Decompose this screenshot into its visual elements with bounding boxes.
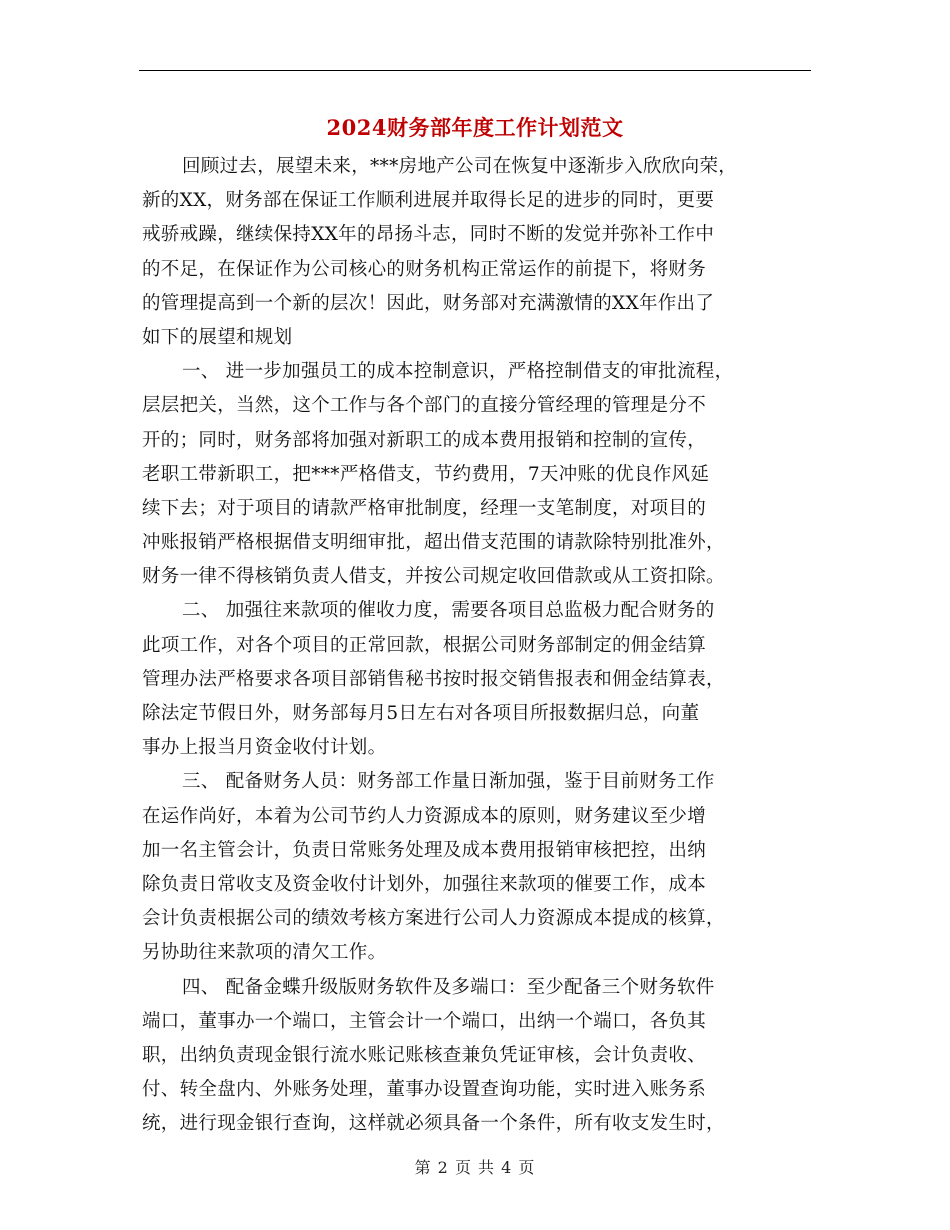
text-line: 一、 进一步加强员工的成本控制意识，严格控制借支的审批流程， [182,361,734,383]
text-line: 付、转全盘内、外账务处理，董事办设置查询功能，实时进入账务系 [142,1079,707,1101]
text-line: 二、 加强往来款项的催收力度，需要各项目总监极力配合财务的 [182,600,715,622]
text-line: 老职工带新职工，把***严格借支，节约费用，7天冲账的优良作风延 [142,463,710,485]
text-line: 的不足，在保证作为公司核心的财务机构正常运作的前提下，将财务 [142,258,707,280]
text-line: 管理办法严格要求各项目部销售秘书按时报交销售报表和佣金结算表， [142,668,725,690]
text-line: 另协助往来款项的清欠工作。 [142,942,387,964]
page-number: 第 2 页 共 4 页 [414,1158,536,1177]
text-line: 的管理提高到一个新的层次！因此，财务部对充满激情的XX年作出了 [142,292,715,314]
text-line: 回顾过去，展望未来，***房地产公司在恢复中逐渐步入欣欣向荣， [182,156,738,177]
text-line: 开的；同时，财务部将加强对新职工的成本费用报销和控制的宣传， [142,429,707,451]
paragraph-item-3 [142,765,814,970]
text-line: 职，出纳负责现金银行流水账记账核查兼负凭证审核，会计负责收、 [142,1044,707,1066]
text-line: 冲账报销严格根据借支明细审批，超出借支范围的请款除特别批准外， [142,532,725,554]
text-line: 在运作尚好，本着为公司节约人力资源成本的原则，财务建议至少增 [142,805,707,827]
text-line: 四、 配备金蝶升级版财务软件及多端口：至少配备三个财务软件 [182,976,715,998]
text-line: 此项工作，对各个项目的正常回款，根据公司财务部制定的佣金结算 [142,634,707,656]
header-rule [139,70,811,71]
text-line: 新的XX，财务部在保证工作顺利进展并取得长足的进步的同时，更要 [142,190,715,212]
text-line: 端口，董事办一个端口，主管会计一个端口，出纳一个端口，各负其 [142,1010,707,1032]
text-line: 戒骄戒躁，继续保持XX年的昂扬斗志，同时不断的发觉并弥补工作中 [142,224,715,246]
paragraph-item-2 [142,594,814,765]
text-line: 财务一律不得核销负责人借支，并按公司规定收回借款或从工资扣除。 [142,566,725,588]
document-title: 2024财务部年度工作计划范文 [326,115,624,140]
text-line: 除法定节假日外，财务部每月5日左右对各项目所报数据归总，向董 [142,703,700,724]
text-line: 续下去；对于项目的请款严格审批制度，经理一支笔制度，对项目的 [142,497,707,519]
text-line: 事办上报当月资金收付计划。 [142,737,387,759]
text-line: 三、 配备财务人员：财务部工作量日渐加强，鉴于目前财务工作 [182,771,715,793]
text-line: 除负责日常收支及资金收付计划外，加强往来款项的催要工作，成本 [142,873,707,895]
text-line: 如下的展望和规划 [142,326,293,348]
text-line: 统，进行现金银行查询，这样就必须具备一个条件，所有收支发生时， [142,1113,725,1135]
paragraph-item-1 [142,355,814,594]
paragraph-intro [142,150,814,355]
text-line: 层层把关，当然，这个工作与各个部门的直接分管经理的管理是分不 [142,395,707,417]
text-line: 加一名主管会计，负责日常账务处理及成本费用报销审核把控，出纳 [142,839,707,861]
paragraph-item-4 [142,971,814,1142]
document-body [142,150,814,1141]
text-line: 会计负责根据公司的绩效考核方案进行公司人力资源成本提成的核算， [142,908,725,930]
